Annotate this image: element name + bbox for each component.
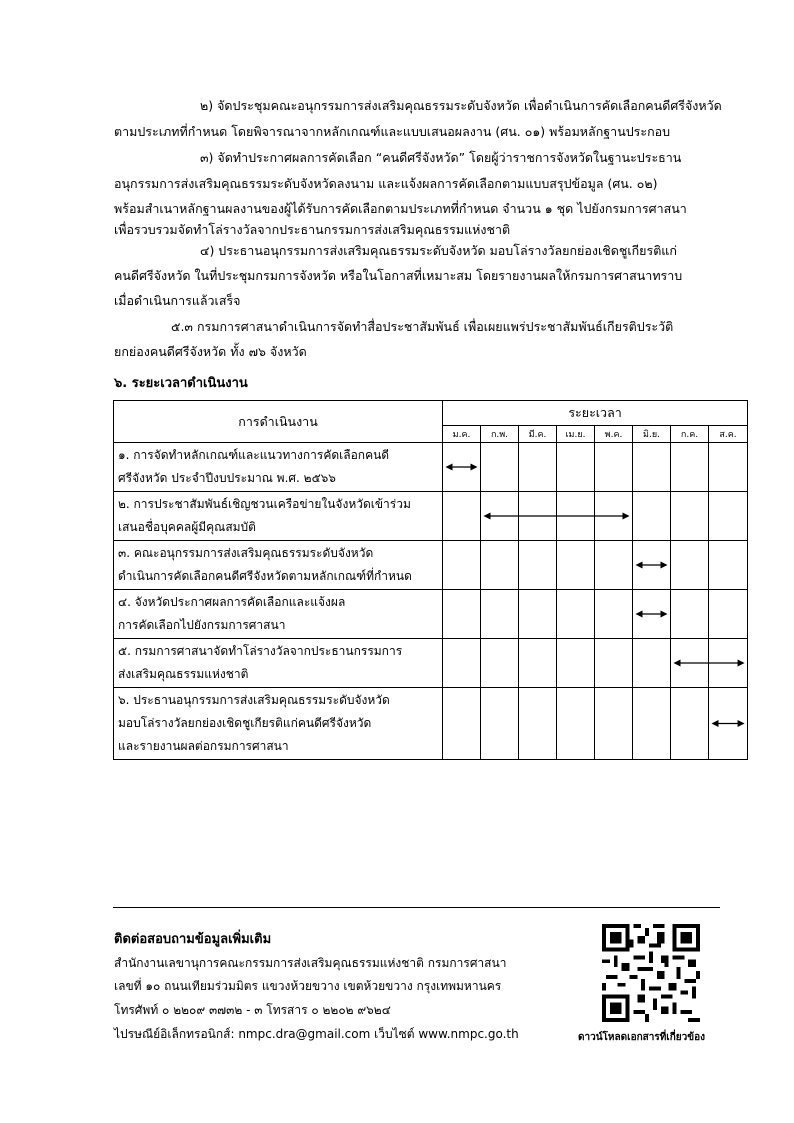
activity-cell: ๖. ประธานอนุกรรมการส่งเสริมคุณธรรมระดับจังหวัด มอบโล่รางวัลยกย่องเชิดชูเกียรติแก่คนดีศรีจังหวัด และรายงานผลต่อกรมการศาสนา	[114, 688, 443, 760]
body-line-7: ๔) ประธานอนุกรรมการส่งเสริมคุณธรรมระดับจังหวัด มอบโล่รางวัลยกย่องเชิดชูเกียรติแก่	[200, 243, 677, 258]
month-header: ม.ค.	[443, 426, 481, 443]
qr-code-icon[interactable]	[602, 924, 700, 1022]
month-header: พ.ค.	[595, 426, 633, 443]
month-header: มี.ค.	[519, 426, 557, 443]
table-row	[114, 590, 748, 639]
month-header: เม.ย.	[557, 426, 595, 443]
qr-caption: ดาวน์โหลดเอกสารที่เกี่ยวข้อง	[578, 1032, 705, 1043]
period-header: ระยะเวลา	[443, 401, 748, 426]
body-line-8: คนดีศรีจังหวัด ในที่ประชุมกรมการจังหวัด หรือในโอกาสที่เหมาะสม โดยรายงานผลให้กรมการศาสนาทราบ	[114, 268, 683, 283]
contact-email-web: ไปรษณีย์อิเล็กทรอนิกส์: nmpc.dra@gmail.com เว็บไซต์ www.nmpc.go.th	[114, 1027, 519, 1041]
body-line-6: เพื่อรวบรวมจัดทำโล่รางวัลจากประธานกรรมการส่งเสริมคุณธรรมแห่งชาติ	[114, 222, 511, 237]
activity-cell: ๔. จังหวัดประกาศผลการคัดเลือกและแจ้งผล การคัดเลือกไปยังกรมการศาสนา	[114, 590, 443, 639]
table-row	[114, 541, 748, 590]
body-line-3: ๓) จัดทำประกาศผลการคัดเลือก “คนดีศรีจังหวัด” โดยผู้ว่าราชการจังหวัดในฐานะประธาน	[200, 150, 682, 165]
schedule-table	[113, 400, 748, 760]
table-row	[114, 639, 748, 688]
contact-office: สำนักงานเลขานุการคณะกรรมการส่งเสริมคุณธรรมแห่งชาติ กรมการศาสนา	[114, 956, 507, 970]
footer-divider	[113, 907, 720, 908]
month-header: ส.ค.	[709, 426, 748, 443]
body-line-9: เมื่อดำเนินการแล้วเสร็จ	[114, 293, 241, 308]
table-row	[114, 688, 748, 760]
body-line-10: ๕.๓ กรมการศาสนาดำเนินการจัดทำสื่อประชาสัมพันธ์ เพื่อเผยแพร่ประชาสัมพันธ์เกียรติประวัติ	[171, 319, 674, 334]
table-row	[114, 492, 748, 541]
activity-cell: ๒. การประชาสัมพันธ์เชิญชวนเครือข่ายในจังหวัดเข้าร่วม เสนอชื่อบุคคลผู้มีคุณสมบัติ	[114, 492, 443, 541]
contact-title: ติดต่อสอบถามข้อมูลเพิ่มเติม	[114, 932, 272, 947]
body-line-11: ยกย่องคนดีศรีจังหวัด ทั้ง ๗๖ จังหวัด	[114, 344, 307, 359]
body-line-5: พร้อมสำเนาหลักฐานผลงานของผู้ได้รับการคัดเลือกตามประเภทที่กำหนด จำนวน ๑ ชุด ไปยังกรมการศาสนา	[114, 201, 687, 216]
month-header: ก.พ.	[481, 426, 519, 443]
activity-header: การดำเนินงาน	[114, 401, 443, 443]
contact-phone: โทรศัพท์ ๐ ๒๒๐๙ ๓๗๓๒ - ๓ โทรสาร ๐ ๒๒๐๒ ๙๖๒๔	[114, 1003, 391, 1017]
section-heading: ๖. ระยะเวลาดำเนินงาน	[114, 376, 248, 391]
month-header: ก.ค.	[671, 426, 709, 443]
activity-cell: ๕. กรมการศาสนาจัดทำโล่รางวัลจากประธานกรรมการ ส่งเสริมคุณธรรมแห่งชาติ	[114, 639, 443, 688]
activity-cell: ๑. การจัดทำหลักเกณฑ์และแนวทางการคัดเลือกคนดี ศรีจังหวัด ประจำปีงบประมาณ พ.ศ. ๒๕๖๖	[114, 443, 443, 492]
body-line-2: ตามประเภทที่กำหนด โดยพิจารณาจากหลักเกณฑ์และแบบเสนอผลงาน (ศน. ๐๑) พร้อมหลักฐานประกอบ	[114, 124, 671, 139]
table-row	[114, 443, 748, 492]
month-header: มิ.ย.	[633, 426, 671, 443]
body-line-1: ๒) จัดประชุมคณะอนุกรรมการส่งเสริมคุณธรรมระดับจังหวัด เพื่อดำเนินการคัดเลือกคนดีศรีจังหวัด	[200, 98, 722, 113]
body-line-4: อนุกรรมการส่งเสริมคุณธรรมระดับจังหวัดลงนาม และแจ้งผลการคัดเลือกตามแบบสรุปข้อมูล (ศน. ๐๒)	[114, 176, 658, 191]
activity-cell: ๓. คณะอนุกรรมการส่งเสริมคุณธรรมระดับจังหวัด ดำเนินการคัดเลือกคนดีศรีจังหวัดตามหลักเกณฑ์ที่กำหนด	[114, 541, 443, 590]
contact-address: เลขที่ ๑๐ ถนนเทียมร่วมมิตร แขวงห้วยขวาง เขตห้วยขวาง กรุงเทพมหานคร	[114, 979, 502, 993]
